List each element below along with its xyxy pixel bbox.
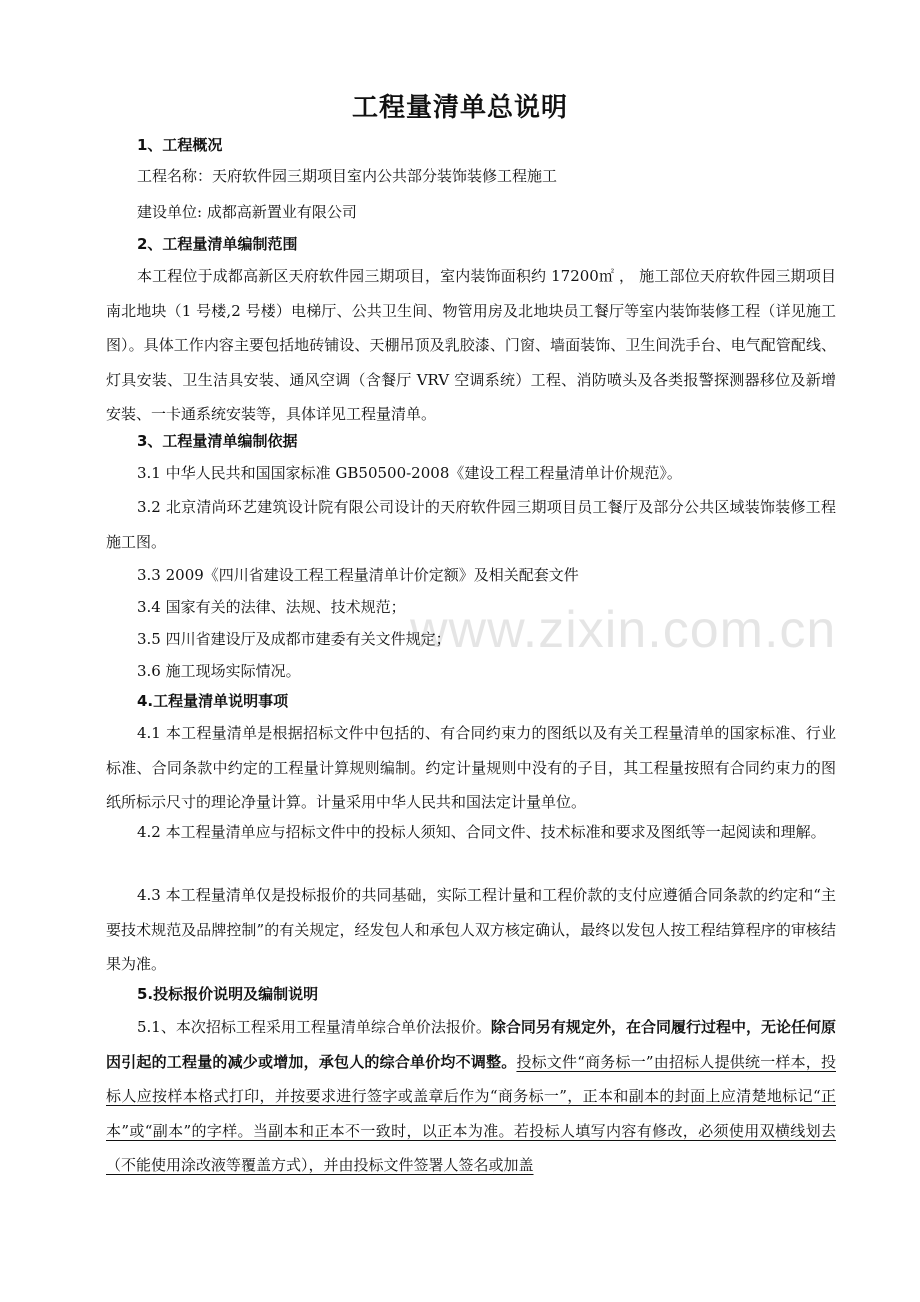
notes-item-4-3: 4.3 本工程量清单仅是投标报价的共同基础，实际工程计量和工程价款的支付应遵循合同条款的约定和“主要技术规范及品牌控制”的有关规定，经发包人和承包人双方核定确认，最终以发包人按工程结算程序的审核结果为准。 xyxy=(106,886,836,974)
section-1-heading: 1、工程概况 xyxy=(137,136,223,154)
section-3-heading: 3、工程量清单编制依据 xyxy=(137,432,298,450)
underlined-clause-text: 投标文件“商务标一”由招标人提供统一样本，投标人应按样本格式打印，并按要求进行签字或盖章后作为“商务标一”，正本和副本的封面上应清楚地标记“正本”或“副本”的字样。当副本和正本不一致时，以正本为准。若投标人填写内容有修改，必须使用双横线划去（不能使用涂改液等覆盖方式），并由投标文件签署人签名或加盖 xyxy=(106,1052,836,1175)
basis-item-3-4: 3.4 国家有关的法律、法规、技术规范； xyxy=(137,598,406,616)
builder-unit-line: 建设单位: 成都高新置业有限公司 xyxy=(137,203,357,221)
project-name-line: 工程名称：天府软件园三期项目室内公共部分装饰装修工程施工 xyxy=(137,167,558,185)
basis-item-3-6: 3.6 施工现场实际情况。 xyxy=(137,662,301,680)
pricing-method-text: 5.1、本次招标工程采用工程量清单综合单价法报价。 xyxy=(137,1018,491,1036)
bold-clause-text: 除合同另有规定外，在合同履行过程中，无论任何原因引起的工程量的减少或增加，承包人的综合单价均不调整。 xyxy=(106,1018,836,1071)
basis-item-3-2: 3.2 北京清尚环艺建筑设计院有限公司设计的天府软件园三期项目员工餐厅及部分公共区域装饰装修工程施工图。 xyxy=(106,498,836,551)
section-2-paragraph: 本工程位于成都高新区天府软件园三期项目，室内装饰面积约 17200㎡ ， 施工部位天府软件园三期项目南北地块（1 号楼,2 号楼）电梯厅、公共卫生间、物管用房及北地块员工餐厅等室内装饰装修工程（详见施工图）。具体工作内容主要包括地砖铺设、天棚吊顶及乳胶漆、门窗、墙面装饰、卫生间洗手台、电气配管配线、灯具安装、卫生洁具安装、通风空调（含餐厅 VRV 空调系统）工程、消防喷头及各类报警探测器移位及新增安装、一卡通系统安装等，具体详见工程量清单。 xyxy=(106,267,836,424)
section-4-heading: 4.工程量清单说明事项 xyxy=(137,692,289,710)
notes-item-4-1: 4.1 本工程量清单是根据招标文件中包括的、有合同约束力的图纸以及有关工程量清单的国家标准、行业标准、合同条款中约定的工程量计算规则编制。约定计量规则中没有的子目，其工程量按照有合同约束力的图纸所标示尺寸的理论净量计算。计量采用中华人民共和国法定计量单位。 xyxy=(106,724,836,812)
page-title: 工程量清单总说明 xyxy=(351,93,568,123)
basis-item-3-3: 3.3 2009《四川省建设工程工程量清单计价定额》及相关配套文件 xyxy=(137,566,579,584)
section-5-heading: 5.投标报价说明及编制说明 xyxy=(137,985,319,1003)
notes-item-4-2: 4.2 本工程量清单应与招标文件中的投标人须知、合同文件、技术标准和要求及图纸等一起阅读和理解。 xyxy=(137,823,826,841)
site-watermark: www.zixin.com.cn xyxy=(410,601,837,659)
basis-item-3-1: 3.1 中华人民共和国国家标准 GB50500-2008《建设工程工程量清单计价规范》。 xyxy=(137,464,682,482)
section-2-heading: 2、工程量清单编制范围 xyxy=(137,235,298,253)
section-5-paragraph xyxy=(106,1010,836,1183)
basis-item-3-5: 3.5 四川省建设厅及成都市建委有关文件规定； xyxy=(137,630,451,648)
